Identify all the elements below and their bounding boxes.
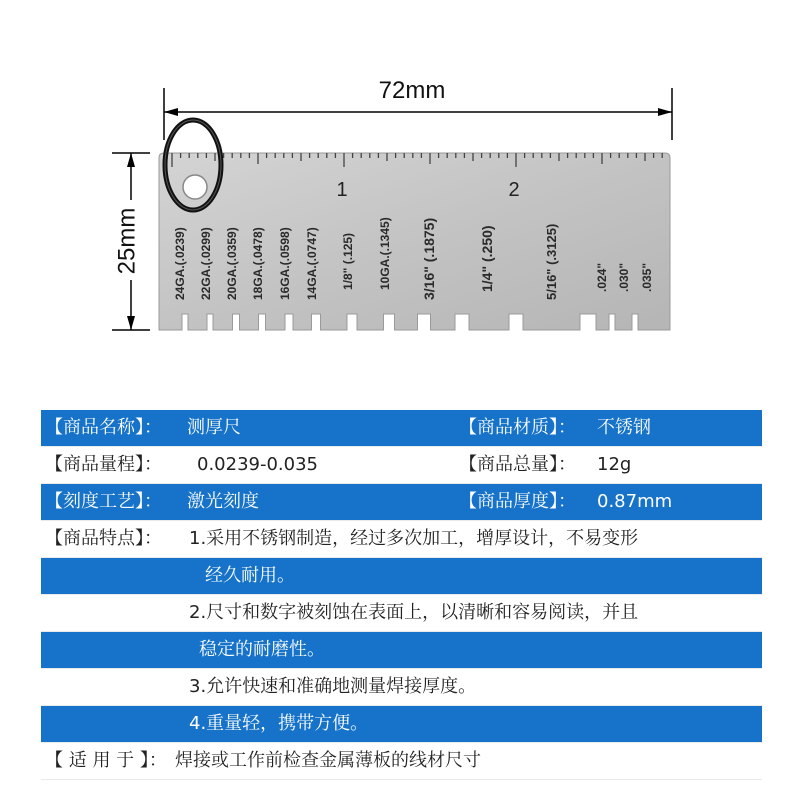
slot-label: 10GA.(.1345) xyxy=(378,217,392,290)
spec-row-range-weight xyxy=(41,447,762,484)
slot-label: 22GA.(.0299) xyxy=(199,227,213,300)
usage-value: 焊接或工作前检查金属薄板的线材尺寸 xyxy=(175,750,481,771)
weight-value: 12g xyxy=(597,454,632,475)
width-dimension-label: 72mm xyxy=(378,77,446,104)
spec-row-features-6 xyxy=(41,706,762,743)
name-label: 【商品名称】： xyxy=(45,417,162,438)
slot-label: .030" xyxy=(617,262,631,292)
spec-row-features-2 xyxy=(41,558,762,595)
range-label: 【商品量程】： xyxy=(45,454,162,475)
spec-row-name-material xyxy=(41,410,762,447)
slot-label: 14GA.(.0747) xyxy=(305,227,319,300)
slot-label: 18GA.(.0478) xyxy=(251,227,265,300)
process-label: 【刻度工艺】： xyxy=(45,491,162,512)
feature-line-2: 经久耐用。 xyxy=(205,565,295,586)
features-label: 【商品特点】： xyxy=(45,528,162,549)
slot-label: 3/16" (.1875) xyxy=(421,217,437,300)
spec-row-features-5 xyxy=(41,669,762,706)
material-value: 不锈钢 xyxy=(597,417,651,438)
spec-row-features-4 xyxy=(41,632,762,669)
ruler-number-2: 2 xyxy=(508,179,520,201)
slot-label: .035" xyxy=(640,262,654,292)
arrow-down-icon xyxy=(127,316,135,330)
material-label: 【商品材质】： xyxy=(459,417,576,438)
process-value: 激光刻度 xyxy=(187,491,259,512)
feature-line-1: 1.采用不锈钢制造，经过多次加工，增厚设计，不易变形 xyxy=(189,528,639,549)
arrow-up-icon xyxy=(127,153,135,167)
slot-label: .024" xyxy=(595,262,609,292)
slot-label: 20GA.(.0359) xyxy=(225,227,239,300)
usage-label: 【 适 用 于 】： xyxy=(45,750,167,771)
name-value: 测厚尺 xyxy=(187,417,241,438)
arrow-right-icon xyxy=(658,108,672,116)
spec-table xyxy=(41,410,762,780)
height-dimension-label: 25mm xyxy=(113,207,141,275)
spec-row-features-1 xyxy=(41,521,762,558)
weight-label: 【商品总量】： xyxy=(459,454,576,475)
range-value: 0.0239-0.035 xyxy=(197,454,319,475)
thickness-label: 【商品厚度】： xyxy=(459,491,576,512)
slot-label: 5/16" (.3125) xyxy=(544,223,559,300)
feature-line-6: 4.重量轻，携带方便。 xyxy=(189,713,369,734)
spec-row-features-3 xyxy=(41,595,762,632)
slot-label: 16GA.(.0598) xyxy=(278,227,292,300)
thickness-value: 0.87mm xyxy=(597,491,673,512)
slot-label: 1/4" (.250) xyxy=(479,225,495,292)
hang-hole xyxy=(183,175,207,199)
slot-label: 24GA.(.0239) xyxy=(173,227,187,300)
feature-line-5: 3.允许快速和准确地测量焊接厚度。 xyxy=(189,676,477,697)
feature-line-3: 2.尺寸和数字被刻蚀在表面上，以清晰和容易阅读，并且 xyxy=(189,602,639,623)
feature-line-4: 稳定的耐磨性。 xyxy=(199,639,325,660)
ruler-number-1: 1 xyxy=(336,179,348,201)
spec-row-usage xyxy=(41,743,762,780)
arrow-left-icon xyxy=(164,108,178,116)
slot-label: 1/8" (.125) xyxy=(341,232,355,290)
spec-row-process-thickness xyxy=(41,484,762,521)
